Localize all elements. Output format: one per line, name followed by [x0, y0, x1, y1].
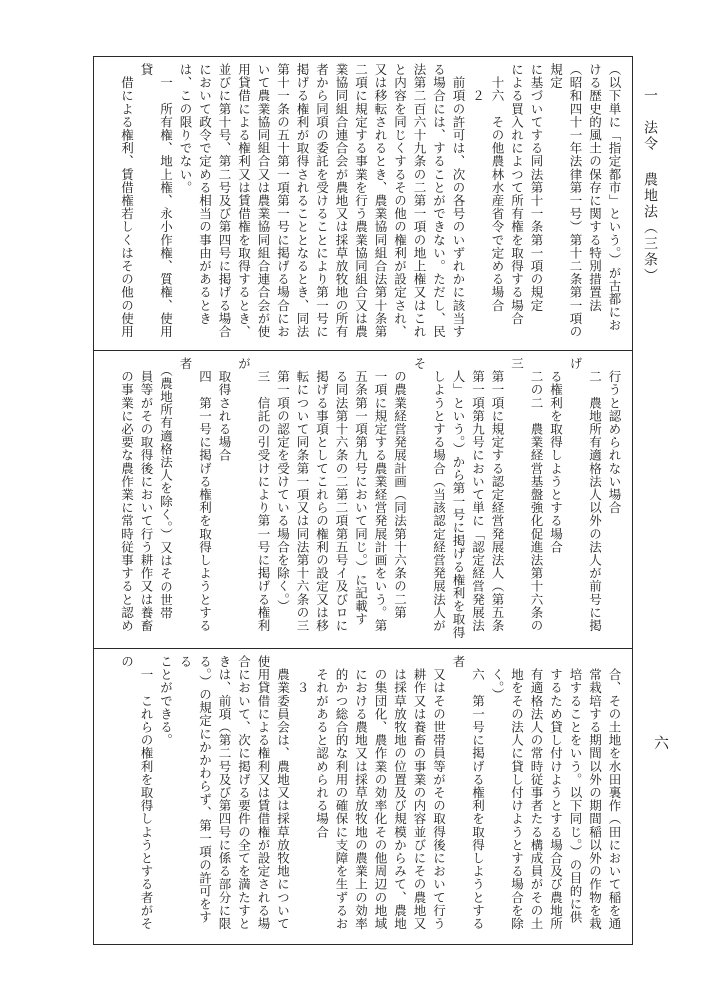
text-column: 培することをいう。以下同じ。）の目的に供 — [568, 655, 583, 924]
text-column: の集団化、農作業の効率化その他周辺の地域 — [373, 655, 388, 931]
text-column: 員等がその取得後において行う耕作又は養畜 — [139, 357, 154, 633]
text-column: 掲げる事項としてこれらの権利の設定又は移 — [314, 357, 330, 633]
text-column: 二の二 農業経営基盤強化促進法第十六条の三 — [509, 357, 544, 633]
text-column: 十六 その他農林水産省令で定める場合 — [490, 63, 505, 312]
text-column: （昭和四十一年法律第一号）第十二条第一項の規定 — [548, 63, 583, 339]
text-column: 一 これらの権利を取得しようとする者がその — [119, 655, 154, 931]
text-column: ける歴史的風土の保存に関する特別措置法 — [587, 63, 603, 312]
text-column: く。） — [490, 655, 505, 702]
text-column: る同法第十六条の二第二項第五号イ及びロに — [334, 357, 349, 633]
text-column: 第十一条の五十第一項第一号に掲げる場合にお — [275, 63, 291, 339]
text-column: の事業に必要な農作業に常時従事すると認め — [119, 357, 135, 633]
chapter-heading: 一 法令 — [642, 88, 658, 152]
text-column: （農地所有適格法人を除く。）又はその世帯 — [158, 357, 174, 620]
text-column: 農業委員会は、農地又は採草放牧地について — [275, 655, 291, 931]
text-column: る場合には、することができない。ただし、民 — [431, 63, 447, 339]
text-column: と内容を同じくするその他の権利が設定され、 — [392, 63, 408, 339]
text-column: 第一項の認定を受けている場合を除く。） — [275, 357, 291, 613]
text-column: 有適格法人の常時従事者たる構成員がその土 — [529, 655, 544, 931]
text-column: 又はその世帯員等がその取得後において行う — [431, 655, 447, 931]
text-column: それがあると認められる場合 — [314, 655, 330, 839]
text-column: 常栽培する期間以外の期間稲以外の作物を栽 — [587, 655, 603, 931]
text-column: ことができる。 — [158, 655, 174, 747]
text-column: きは、前項（第二号及び第四号に係る部分に限 — [217, 655, 232, 931]
text-column: 三 信託の引受けにより第一号に掲げる権利が — [236, 357, 271, 633]
section-divider — [94, 648, 632, 649]
text-column: る。）の規定にかかわらず、第一項の許可をする — [178, 655, 213, 924]
text-block-middle — [102, 357, 624, 641]
text-column: 者から同項の委託を受けることにより第一号に — [314, 63, 330, 339]
text-column: 法第二百六十九条の二第一項の地上権又はこれ — [412, 63, 427, 339]
text-column: 掲げる権利が取得されることとなるとき、同法 — [295, 63, 310, 339]
text-block-top — [102, 63, 624, 343]
text-column: 六 第一号に掲げる権利を取得しようとする者 — [451, 655, 486, 931]
text-column: 第一項に規定する認定経営発展法人（第五条 — [490, 357, 505, 633]
text-column: 並びに第十号、第二号及び第四号に掲げる場合 — [217, 63, 232, 339]
text-column: の農業経営発展計画（同法第十六条の二第 — [392, 357, 408, 619]
text-column: 人」という。）から第一号に掲げる権利を取得 — [451, 357, 466, 639]
law-title: 農地法（三条） — [642, 172, 658, 284]
text-column: 的かつ総合的な利用の確保に支障を生ずるお — [334, 655, 349, 931]
text-column: 業協同組合連合会が農地又は採草放牧地の所有 — [334, 63, 349, 339]
text-column: による買入れによつて所有権を取得する場合 — [509, 63, 525, 325]
text-column: は、この限りでない。 — [178, 63, 193, 194]
text-column: しようとする場合（当該認定経営発展法人がそ — [412, 357, 447, 633]
text-column: 借による権利、賃借権若しくはその他の使用 — [119, 63, 135, 339]
text-column: る権利を取得しようとする場合 — [548, 357, 564, 554]
text-column: 二項に規定する事業を行う農業協同組合又は農 — [353, 63, 369, 339]
running-header — [640, 88, 660, 284]
text-column: 用貸借による権利又は賃借権を取得するとき、 — [236, 63, 252, 339]
text-column: 四 第一号に掲げる権利を取得しようとする者 — [178, 357, 213, 633]
text-column: に基づいてする同法第十一条第一項の規定 — [529, 63, 544, 312]
section-divider — [94, 350, 632, 351]
text-column: 取得される場合 — [217, 357, 232, 462]
text-column: 二 農地所有適格法人以外の法人が前号に掲げ — [568, 357, 603, 633]
text-column: 合において、次に掲げる要件の全てを満たすと — [236, 655, 252, 931]
text-column: 五条第一項第九号において同じ。）に記載す — [353, 357, 369, 626]
text-column: いて農業協同組合又は農業協同組合連合会が使 — [256, 63, 271, 339]
text-column: するため貸し付けようとする場合及び農地所 — [548, 655, 564, 931]
text-column: は採草放牧地の位置及び規模からみて、農地 — [392, 655, 408, 931]
text-column: 耕作又は養畜の事業の内容並びにその農地又 — [412, 655, 427, 931]
text-column: 又は移転されるとき、農業協同組合法第十条第 — [373, 63, 388, 339]
text-column: 合、その土地を水田裏作（田において稲を通 — [607, 655, 622, 931]
text-column: 第一項第九号において単に「認定経営発展法 — [470, 357, 486, 633]
text-frame — [93, 56, 633, 945]
text-column: 使用貸借による権利又は賃借権が設定される場 — [256, 655, 271, 931]
text-column: 転について同条第一項又は同法第十六条の三 — [295, 357, 310, 633]
text-column: ３ — [295, 655, 310, 695]
page-number: 六 — [652, 735, 670, 750]
text-column: 一項に規定する農業経営発展計画をいう。第 — [373, 357, 388, 633]
text-column: における農地又は採草放牧地の農業上の効率 — [353, 655, 369, 931]
text-block-bottom — [102, 655, 624, 935]
text-column: 前項の許可は、次の各号のいずれかに該当す — [451, 63, 466, 339]
text-column: （以下単に「指定都市」という。）が古都にお — [607, 63, 622, 332]
text-column: 行うと認められない場合 — [607, 357, 622, 515]
text-column: において政令で定める相当の事由があるとき — [197, 63, 213, 325]
text-column: 一 所有権、地上権、永小作権、質権、使用貸 — [139, 63, 174, 339]
text-column: 地をその法人に貸し付けようとする場合を除 — [509, 655, 525, 931]
text-column: ２ — [470, 63, 486, 103]
